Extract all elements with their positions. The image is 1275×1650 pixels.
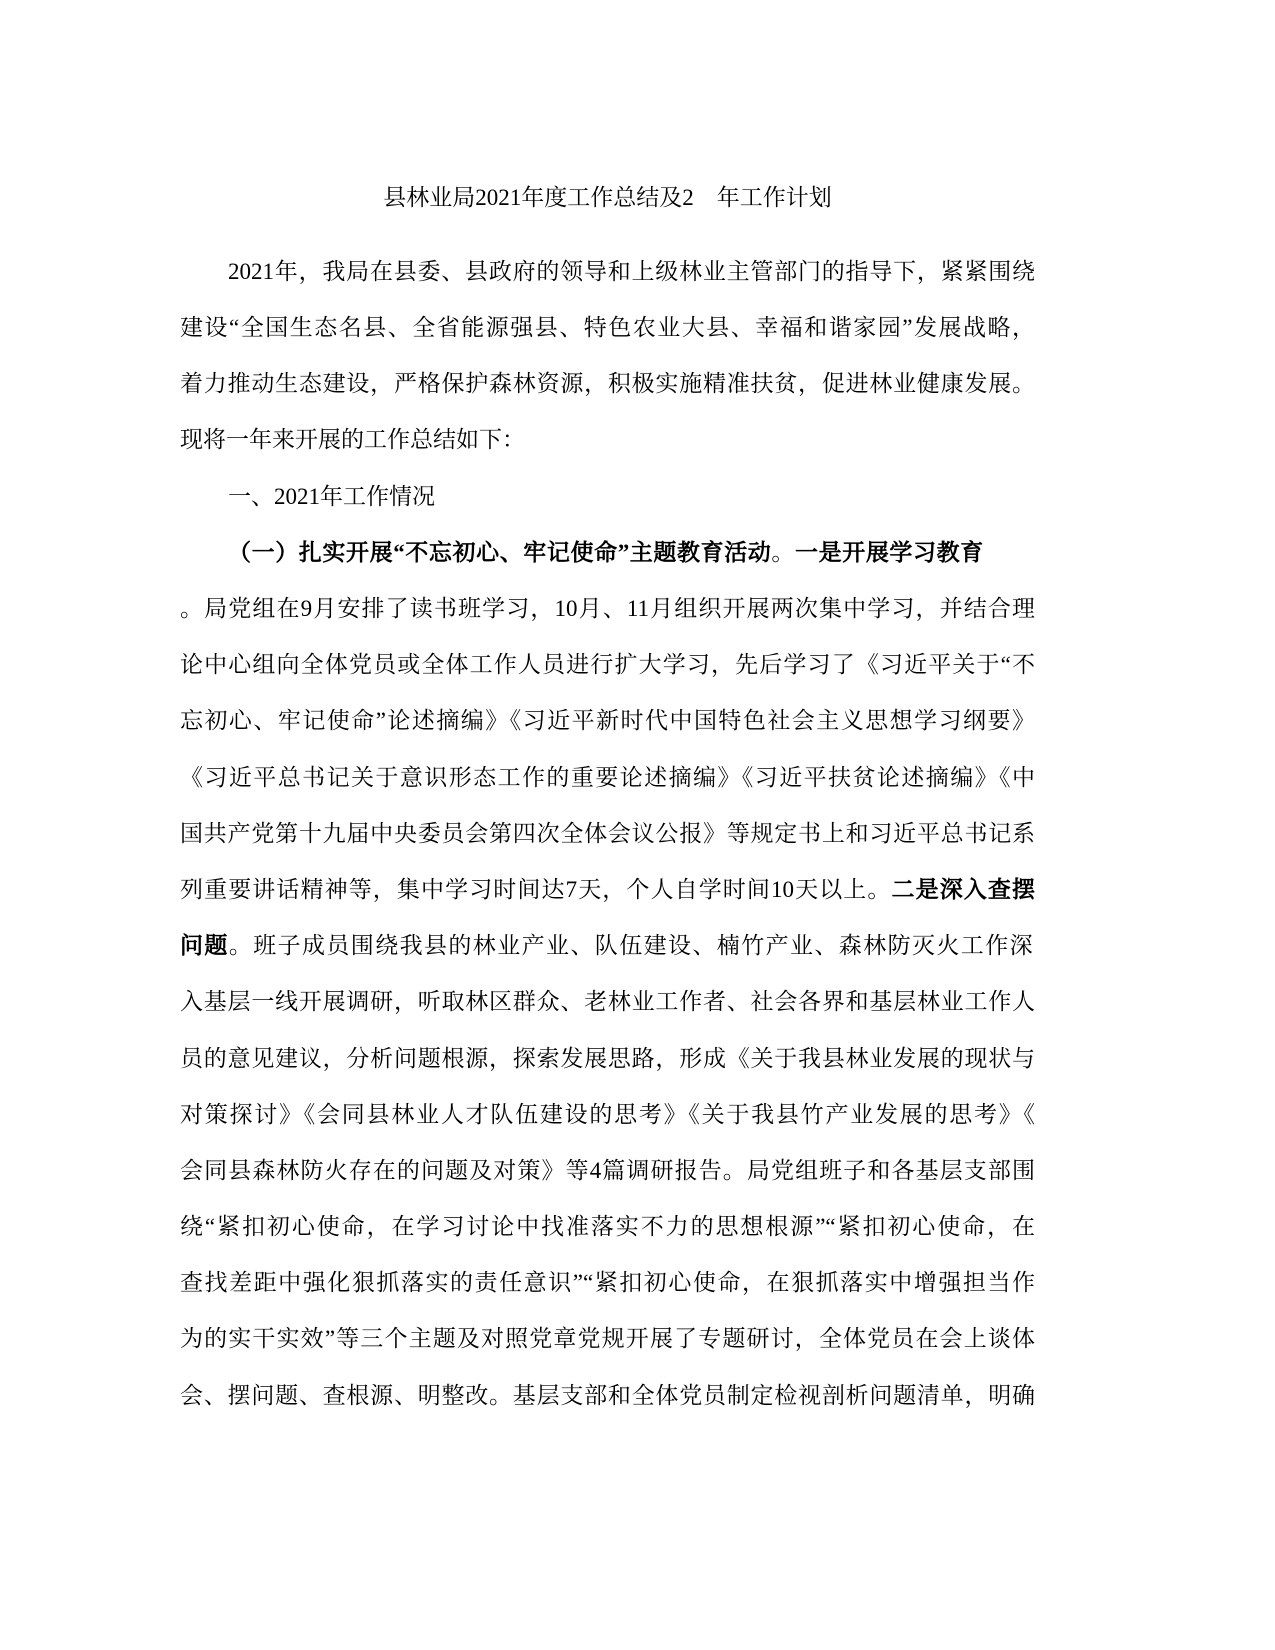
intro-line: 建设“全国生态名县、全省能源强县、特色农业大县、幸福和谐家园”发展战略， [180, 315, 1035, 341]
body-line: 忘初心、牢记使命”论述摘编》《习近平新时代中国特色社会主义思想学习纲要》 [180, 708, 1035, 734]
subsection-heading: （一）扎实开展“不忘初心、牢记使命”主题教育活动 [228, 539, 772, 565]
body-line: 《习近平总书记关于意识形态工作的重要论述摘编》《习近平扶贫论述摘编》《中 [180, 764, 1035, 790]
body-line [180, 918, 1035, 974]
body-line: 为的实干实效”等三个主题及对照党章党规开展了专题研讨，全体党员在会上谈体 [180, 1326, 1035, 1352]
body-line: 对策探讨》《会同县林业人才队伍建设的思考》《关于我县竹产业发展的思考》《 [180, 1101, 1035, 1127]
body-line: 会、摆问题、查根源、明整改。基层支部和全体党员制定检视剖析问题清单，明确 [180, 1382, 1035, 1408]
body-line: 。局党组在9月安排了读书班学习，10月、11月组织开展两次集中学习，并结合理 [180, 596, 1035, 621]
intro-line: 2021年，我局在县委、县政府的领导和上级林业主管部门的指导下，紧紧围绕 [228, 258, 1035, 284]
intro-line: 着力推动生态建设，严格保护森林资源，积极实施精准扶贫，促进林业健康发展。 [180, 371, 1035, 397]
subsection-heading-end: 。 [771, 539, 796, 565]
document-page [180, 170, 1035, 1424]
body-line: 论中心组向全体党员或全体工作人员进行扩大学习，先后学习了《习近平关于“不 [180, 652, 1035, 678]
intro-line: 现将一年来开展的工作总结如下： [180, 427, 525, 453]
body-text: 。班子成员围绕我县的林业产业、队伍建设、楠竹产业、森林防灭火工作深 [228, 933, 1035, 959]
subsection-heading-line [180, 525, 1035, 581]
body-line: 入基层一线开展调研，听取林区群众、老林业工作者、社会各界和基层林业工作人 [180, 989, 1035, 1015]
body-line: 员的意见建议，分析问题根源，探索发展思路，形成《关于我县林业发展的现状与 [180, 1045, 1035, 1071]
body-line: 查找差距中强化狠抓落实的责任意识”“紧扣初心使命，在狠抓落实中增强担当作 [180, 1270, 1035, 1296]
document-title: 县林业局2021年度工作总结及2 年工作计划 [383, 185, 832, 210]
body-line [180, 862, 1035, 918]
item-1-label: 一是开展学习教育 [795, 539, 984, 565]
body-line: 会同县森林防火存在的问题及对策》等4篇调研报告。局党组班子和各基层支部围 [180, 1157, 1035, 1183]
body-line: 国共产党第十九届中央委员会第四次全体会议公报》等规定书上和习近平总书记系 [180, 820, 1035, 846]
item-2-label: 问题 [180, 933, 229, 959]
body-text: 列重要讲话精神等，集中学习时间达7天，个人自学时间10天以上。 [180, 876, 892, 902]
body-line: 绕“紧扣初心使命，在学习讨论中找准落实不力的思想根源”“紧扣初心使命，在 [180, 1214, 1035, 1240]
section-heading: 一、2021年工作情况 [228, 483, 435, 509]
item-2-label: 二是深入查摆 [891, 876, 1036, 902]
